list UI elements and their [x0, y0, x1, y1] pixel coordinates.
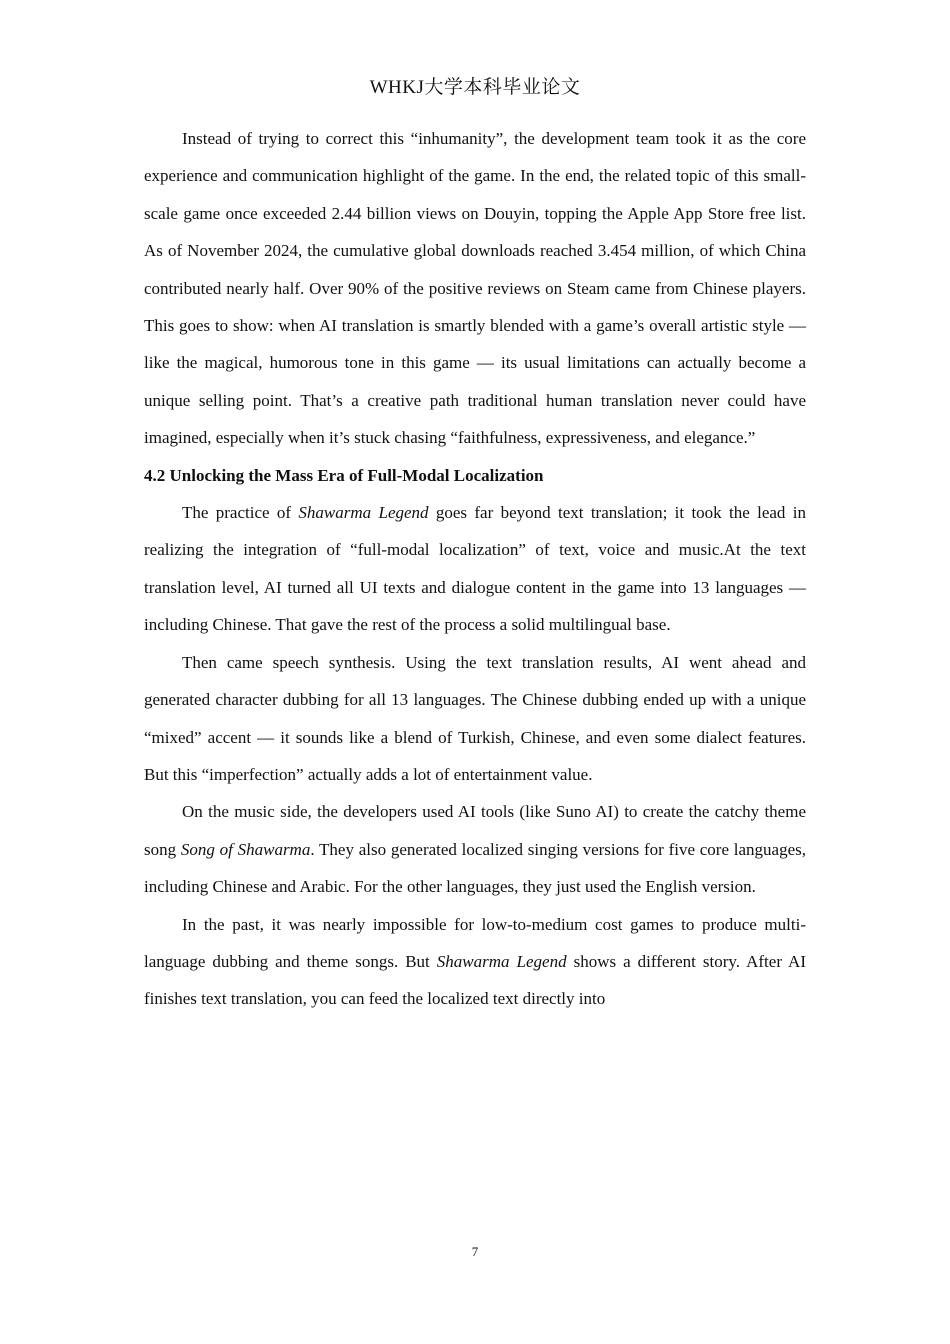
text-run: shows a different story. After AI finishes text translation, you can feed the localized text directly into	[144, 951, 806, 1009]
paragraph-4	[144, 793, 806, 905]
text-run: goes far beyond text translation; it took the lead in realizing the integration of “full-modal localization” of text, voice and music.At the text translation level, AI turned all UI texts and dialogue content in the game into 13 languages — including Chinese. That gave the rest of the process a solid multilingual base.	[144, 503, 806, 635]
running-header: WHKJ大学本科毕业论文	[369, 77, 581, 98]
text-run: On the music side, the developers used AI tools (like Suno AI) to create the catchy theme song	[144, 802, 806, 859]
text-run: . They also generated localized singing versions for five core languages, including Chinese and Arabic. For the other languages, they just used the English version.	[144, 839, 806, 897]
text-run: In the past, it was nearly impossible for low-to-medium cost games to produce multi-language dubbing and theme songs. But	[144, 914, 806, 971]
game-title-italic: Shawarma Legend	[298, 503, 429, 523]
page-number: 7	[471, 1244, 479, 1259]
paragraph-3: Then came speech synthesis. Using the text translation results, AI went ahead and generated character dubbing for all 13 languages. The Chinese dubbing ended up with a unique “mixed” accent — it sounds like a blend of Turkish, Chinese, and even some dialect features. But this “imperfection” actually adds a lot of entertainment value.	[144, 652, 806, 784]
text-run: The practice of	[182, 503, 299, 523]
page-body	[144, 120, 806, 1018]
paragraph-2	[144, 494, 806, 644]
game-title-italic: Shawarma Legend	[436, 951, 567, 971]
paragraph-5	[144, 906, 806, 1018]
section-heading-4-2: 4.2 Unlocking the Mass Era of Full-Modal Localization	[144, 465, 544, 485]
paragraph-1: Instead of trying to correct this “inhumanity”, the development team took it as the core experience and communication highlight of the game. In the end, the related topic of this small-scale game once exceeded 2.44 billion views on Douyin, topping the Apple App Store free list. As of November 2024, the cumulative global downloads reached 3.454 million, of which China contributed nearly half. Over 90% of the positive reviews on Steam came from Chinese players. This goes to show: when AI translation is smartly blended with a game’s overall artistic style — like the magical, humorous tone in this game — its usual limitations can actually become a unique selling point. That’s a creative path traditional human translation never could have imagined, especially when it’s stuck chasing “faithfulness, expressiveness, and elegance.”	[144, 129, 806, 448]
song-title-italic: Song of Shawarma	[180, 839, 311, 859]
